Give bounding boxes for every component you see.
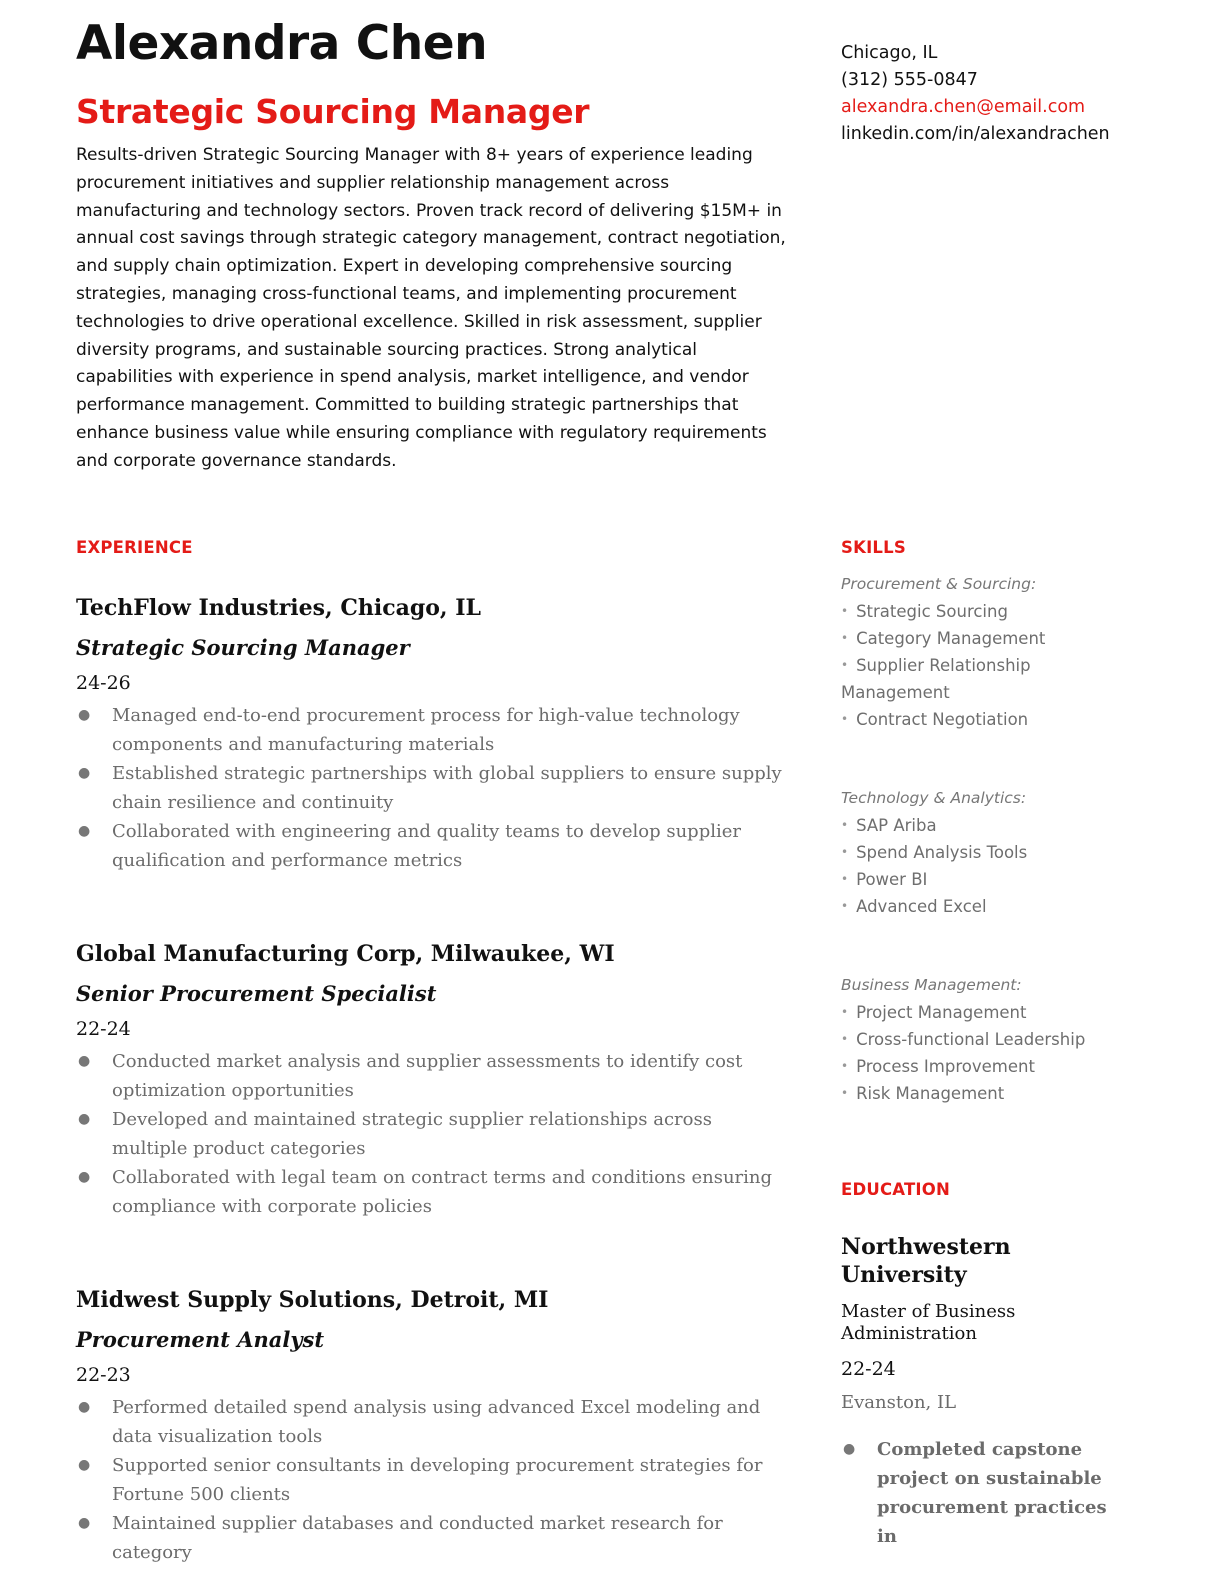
bullet-dot-icon: •	[841, 604, 849, 618]
skill-item: • Category Management	[841, 629, 1046, 648]
bullet-dot-icon: ●	[78, 765, 91, 781]
job-bullets	[76, 1047, 786, 1221]
job-bullets	[76, 1393, 786, 1567]
contact-info	[841, 40, 1131, 148]
job-bullet: ● Established strategic partnerships with global suppliers to ensure supply chain resilience and continuity	[76, 759, 786, 817]
contact-phone: (312) 555-0847	[841, 70, 978, 90]
professional-summary: Results-driven Strategic Sourcing Manager with 8+ years of experience leading procurement initiatives and supplier relationship management across manufacturing and technology sectors. Proven track record of delivering $15M+ in annual cost savings through strategic category management, contract negotiation, and supply chain optimization. Expert in developing comprehensive sourcing strategies, managing cross-functional teams, and implementing procurement technologies to drive operational excellence. Skilled in risk assessment, supplier diversity programs, and sustainable sourcing practices. Strong analytical capabilities with experience in spend analysis, market intelligence, and vendor performance management. Committed to building strategic partnerships that enhance business value while ensuring compliance with regulatory requirements and corporate governance standards.	[76, 145, 786, 471]
experience-heading: EXPERIENCE	[76, 538, 193, 557]
bullet-dot-icon: •	[841, 1005, 849, 1019]
school-name: Northwestern University	[841, 1234, 1011, 1288]
experience-section	[76, 538, 786, 1567]
bullet-dot-icon: ●	[843, 1441, 856, 1457]
job-company: Global Manufacturing Corp, Milwaukee, WI	[76, 941, 615, 967]
job-bullet: ● Collaborated with engineering and quality teams to develop supplier qualification and performance metrics	[76, 817, 786, 875]
header-section	[76, 14, 786, 476]
job-bullet: ● Collaborated with legal team on contract terms and conditions ensuring compliance with corporate policies	[76, 1163, 786, 1221]
job-entry	[76, 593, 786, 875]
skill-item: • Advanced Excel	[841, 897, 987, 916]
skill-item: • Project Management	[841, 1003, 1027, 1022]
job-role: Procurement Analyst	[76, 1327, 325, 1352]
job-title: Strategic Sourcing Manager	[76, 92, 590, 131]
skill-group	[841, 785, 1141, 920]
contact-location: Chicago, IL	[841, 43, 938, 63]
education-location: Evanston, IL	[841, 1392, 957, 1413]
skills-section	[841, 538, 1141, 1107]
skill-item: • Cross-functional Leadership	[841, 1030, 1086, 1049]
skill-item: • Supplier Relationship Management	[841, 656, 1031, 702]
job-company: TechFlow Industries, Chicago, IL	[76, 595, 481, 621]
skill-list	[841, 812, 1141, 920]
contact-linkedin: linkedin.com/in/alexandrachen	[841, 124, 1110, 144]
bullet-dot-icon: •	[841, 631, 849, 645]
skill-list	[841, 999, 1141, 1107]
education-bullet: ● Completed capstone project on sustainable procurement practices in	[841, 1435, 1131, 1551]
job-bullet: ● Supported senior consultants in developing procurement strategies for Fortune 500 clients	[76, 1451, 786, 1509]
bullet-dot-icon: •	[841, 1032, 849, 1046]
bullet-dot-icon: •	[841, 658, 849, 672]
bullet-dot-icon: ●	[78, 1053, 91, 1069]
job-entry	[76, 1285, 786, 1567]
job-role: Senior Procurement Specialist	[76, 981, 437, 1006]
skill-list	[841, 598, 1141, 733]
job-role: Strategic Sourcing Manager	[76, 635, 410, 660]
job-bullet: ● Managed end-to-end procurement process for high-value technology components and manufacturing materials	[76, 701, 786, 759]
bullet-dot-icon: •	[841, 845, 849, 859]
job-bullets	[76, 701, 786, 875]
skill-group	[841, 571, 1141, 733]
bullet-dot-icon: •	[841, 818, 849, 832]
job-bullet: ● Performed detailed spend analysis using advanced Excel modeling and data visualization tools	[76, 1393, 786, 1451]
contact-email-link[interactable]: alexandra.chen@email.com	[841, 97, 1086, 117]
job-dates: 24-26	[76, 672, 131, 694]
skills-heading: SKILLS	[841, 538, 906, 557]
job-entry	[76, 939, 786, 1221]
skill-item: • Spend Analysis Tools	[841, 843, 1028, 862]
bullet-dot-icon: •	[841, 1086, 849, 1100]
degree: Master of Business Administration	[841, 1301, 1016, 1344]
bullet-dot-icon: ●	[78, 1399, 91, 1415]
bullet-dot-icon: ●	[78, 1515, 91, 1531]
education-dates: 22-24	[841, 1358, 896, 1380]
bullet-dot-icon: ●	[78, 707, 91, 723]
skill-item: • SAP Ariba	[841, 816, 937, 835]
skill-category: Technology & Analytics:	[841, 789, 1027, 807]
education-section	[841, 1180, 1131, 1551]
bullet-dot-icon: •	[841, 712, 849, 726]
education-bullets	[841, 1435, 1131, 1551]
education-heading: EDUCATION	[841, 1180, 950, 1199]
skill-category: Business Management:	[841, 976, 1022, 994]
skill-item: • Contract Negotiation	[841, 710, 1029, 729]
bullet-dot-icon: ●	[78, 1457, 91, 1473]
job-bullet: ● Conducted market analysis and supplier assessments to identify cost optimization opportunities	[76, 1047, 786, 1105]
job-company: Midwest Supply Solutions, Detroit, MI	[76, 1287, 549, 1313]
bullet-dot-icon: •	[841, 899, 849, 913]
skill-group	[841, 972, 1141, 1107]
skill-item: • Risk Management	[841, 1084, 1005, 1103]
bullet-dot-icon: ●	[78, 1169, 91, 1185]
bullet-dot-icon: •	[841, 1059, 849, 1073]
job-bullet: ● Maintained supplier databases and conducted market research for category	[76, 1509, 786, 1567]
skill-item: • Process Improvement	[841, 1057, 1035, 1076]
candidate-name: Alexandra Chen	[76, 16, 488, 71]
bullet-dot-icon: ●	[78, 1111, 91, 1127]
job-dates: 22-23	[76, 1364, 131, 1386]
bullet-dot-icon: •	[841, 872, 849, 886]
job-bullet: ● Developed and maintained strategic supplier relationships across multiple product categories	[76, 1105, 786, 1163]
skill-item: • Power BI	[841, 870, 928, 889]
job-dates: 22-24	[76, 1018, 131, 1040]
skill-category: Procurement & Sourcing:	[841, 575, 1037, 593]
skill-item: • Strategic Sourcing	[841, 602, 1008, 621]
bullet-dot-icon: ●	[78, 823, 91, 839]
